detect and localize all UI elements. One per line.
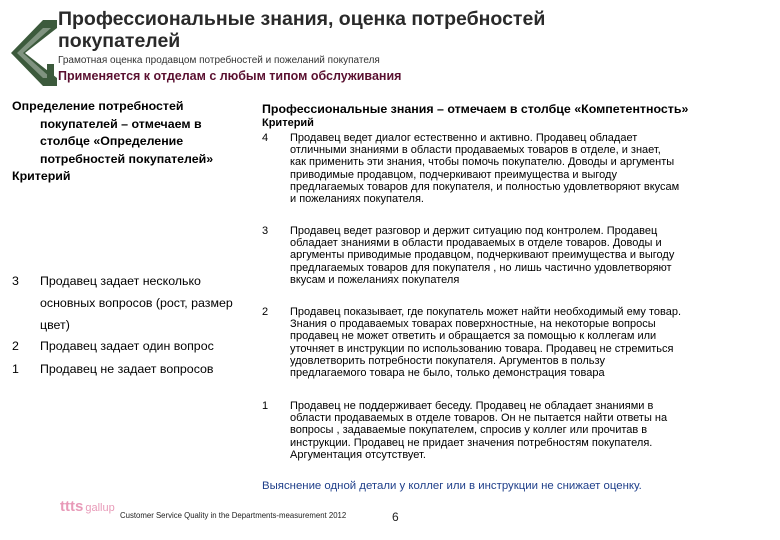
criterion-line: и пожеланиях покупателя. xyxy=(290,193,424,206)
criterion-line: области продаваемых в отделе товаров. Он не пытается найти ответы на xyxy=(290,412,668,425)
criterion-line: предлагаемых товаров для покупателя , но лишь частично удовлетворяют xyxy=(290,261,672,274)
right-criterion-row xyxy=(262,400,762,464)
left-heading-line: потребностей покупателей» xyxy=(40,151,214,166)
page-number: 6 xyxy=(392,510,399,524)
left-criterion-label: Критерий xyxy=(12,169,71,183)
criterion-line: удовлетворить потребности покупателя. Аргументов в пользу xyxy=(290,354,605,367)
criterion-line: как применить эти знания, чтобы помочь покупателю. Доводы и аргументы xyxy=(290,156,675,169)
footer-caption: Customer Service Quality in the Departments-measurement 2012 xyxy=(120,511,347,520)
criterion-text: цвет) xyxy=(40,318,70,332)
right-criterion-row xyxy=(262,225,762,289)
brand-logo xyxy=(60,498,115,515)
evaluation-note: Выяснение одной детали у коллег или в инструкции не снижает оценку. xyxy=(262,480,642,492)
page-tagline: Применяется к отделам с любым типом обслуживания xyxy=(58,69,402,83)
left-criterion-row xyxy=(12,358,258,380)
criterion-line: отличными знаниями в области продаваемых товаров в отделе, и знает, xyxy=(290,144,661,157)
criterion-text xyxy=(290,132,762,205)
criterion-line: Аргументация отсутствует. xyxy=(290,448,426,461)
criterion-line: Продавец показывает, где покупатель может найти необходимый ему товар. xyxy=(290,306,682,318)
criterion-number: 3 xyxy=(262,225,269,237)
criterion-text: Продавец не задает вопросов xyxy=(40,362,214,376)
right-criterion-row xyxy=(262,306,762,382)
left-heading xyxy=(12,98,244,186)
page-title xyxy=(58,8,758,52)
criterion-line: предлагаемых товаров для покупателя, и полностью удовлетворяют вкусам xyxy=(290,180,680,193)
bracket-bar-icon xyxy=(47,64,54,84)
title-line: Профессиональные знания, оценка потребностей xyxy=(58,8,546,30)
criterion-line: обладает знаниями в области продаваемых в отделе товаров. Доводы и xyxy=(290,237,662,250)
page-subtitle: Грамотная оценка продавцом потребностей и пожеланий покупателя xyxy=(58,55,380,66)
brand-logo-main: ttts xyxy=(60,498,84,515)
criterion-number: 2 xyxy=(262,306,269,318)
criterion-line: уточняет в инструкции по использованию товара. Продавец не стремиться xyxy=(290,342,674,355)
criterion-number: 1 xyxy=(262,400,269,412)
criterion-line: Продавец ведет диалог естественно и активно. Продавец обладает xyxy=(290,132,638,144)
right-criterion-label: Критерий xyxy=(262,117,314,129)
criterion-line: инструкции. Продавец не придает значения потребностям покупателя. xyxy=(290,436,653,449)
left-heading-line: покупателей – отмечаем в xyxy=(40,116,202,131)
criterion-number: 3 xyxy=(12,274,19,288)
criterion-line: Знания о продаваемых товарах поверхностные, на некоторые вопросы xyxy=(290,318,656,331)
criterion-text: Продавец задает один вопрос xyxy=(40,339,214,353)
right-heading: Профессиональные знания – отмечаем в столбце «Компетентность» xyxy=(262,102,689,116)
left-heading-line: Определение потребностей xyxy=(12,99,184,113)
criterion-line: вкусам и пожеланиях покупателя xyxy=(290,273,460,286)
criterion-text: Продавец задает несколько xyxy=(40,274,201,288)
title-line: покупателей xyxy=(58,30,181,52)
left-heading-line: столбце «Определение xyxy=(40,134,184,148)
criterion-number: 1 xyxy=(12,362,19,376)
criterion-line: Продавец не поддерживает беседу. Продавец не обладает знаниями в xyxy=(290,400,654,412)
criterion-text: основных вопросов (рост, размер xyxy=(40,296,233,310)
criterion-line: вопросы , задаваемые покупателем, спросив у коллег или прочитав в xyxy=(290,424,648,437)
criterion-number: 4 xyxy=(262,132,269,144)
criterion-number: 2 xyxy=(12,339,19,353)
criterion-text xyxy=(290,400,762,461)
brand-logo-sub: gallup xyxy=(85,502,115,514)
right-criterion-row xyxy=(262,132,762,208)
criterion-text xyxy=(290,306,762,379)
criterion-line: приводимые продавцом, подчеркивают преимущества и выгоду xyxy=(290,168,617,181)
criterion-line: Продавец ведет разговор и держит ситуацию под контролем. Продавец xyxy=(290,225,658,237)
criterion-line: предлагаемого товара не было, только демонстрация товара xyxy=(290,367,605,380)
left-criterion-row xyxy=(12,270,258,340)
criterion-text xyxy=(290,225,762,286)
criterion-line: продавец не может ответить и обращается за помощью к коллегам или xyxy=(290,330,657,343)
left-criterion-row xyxy=(12,335,258,357)
criterion-line: аргументы приводимые продавцом, подчеркивают преимущества и выгоду xyxy=(290,249,675,262)
